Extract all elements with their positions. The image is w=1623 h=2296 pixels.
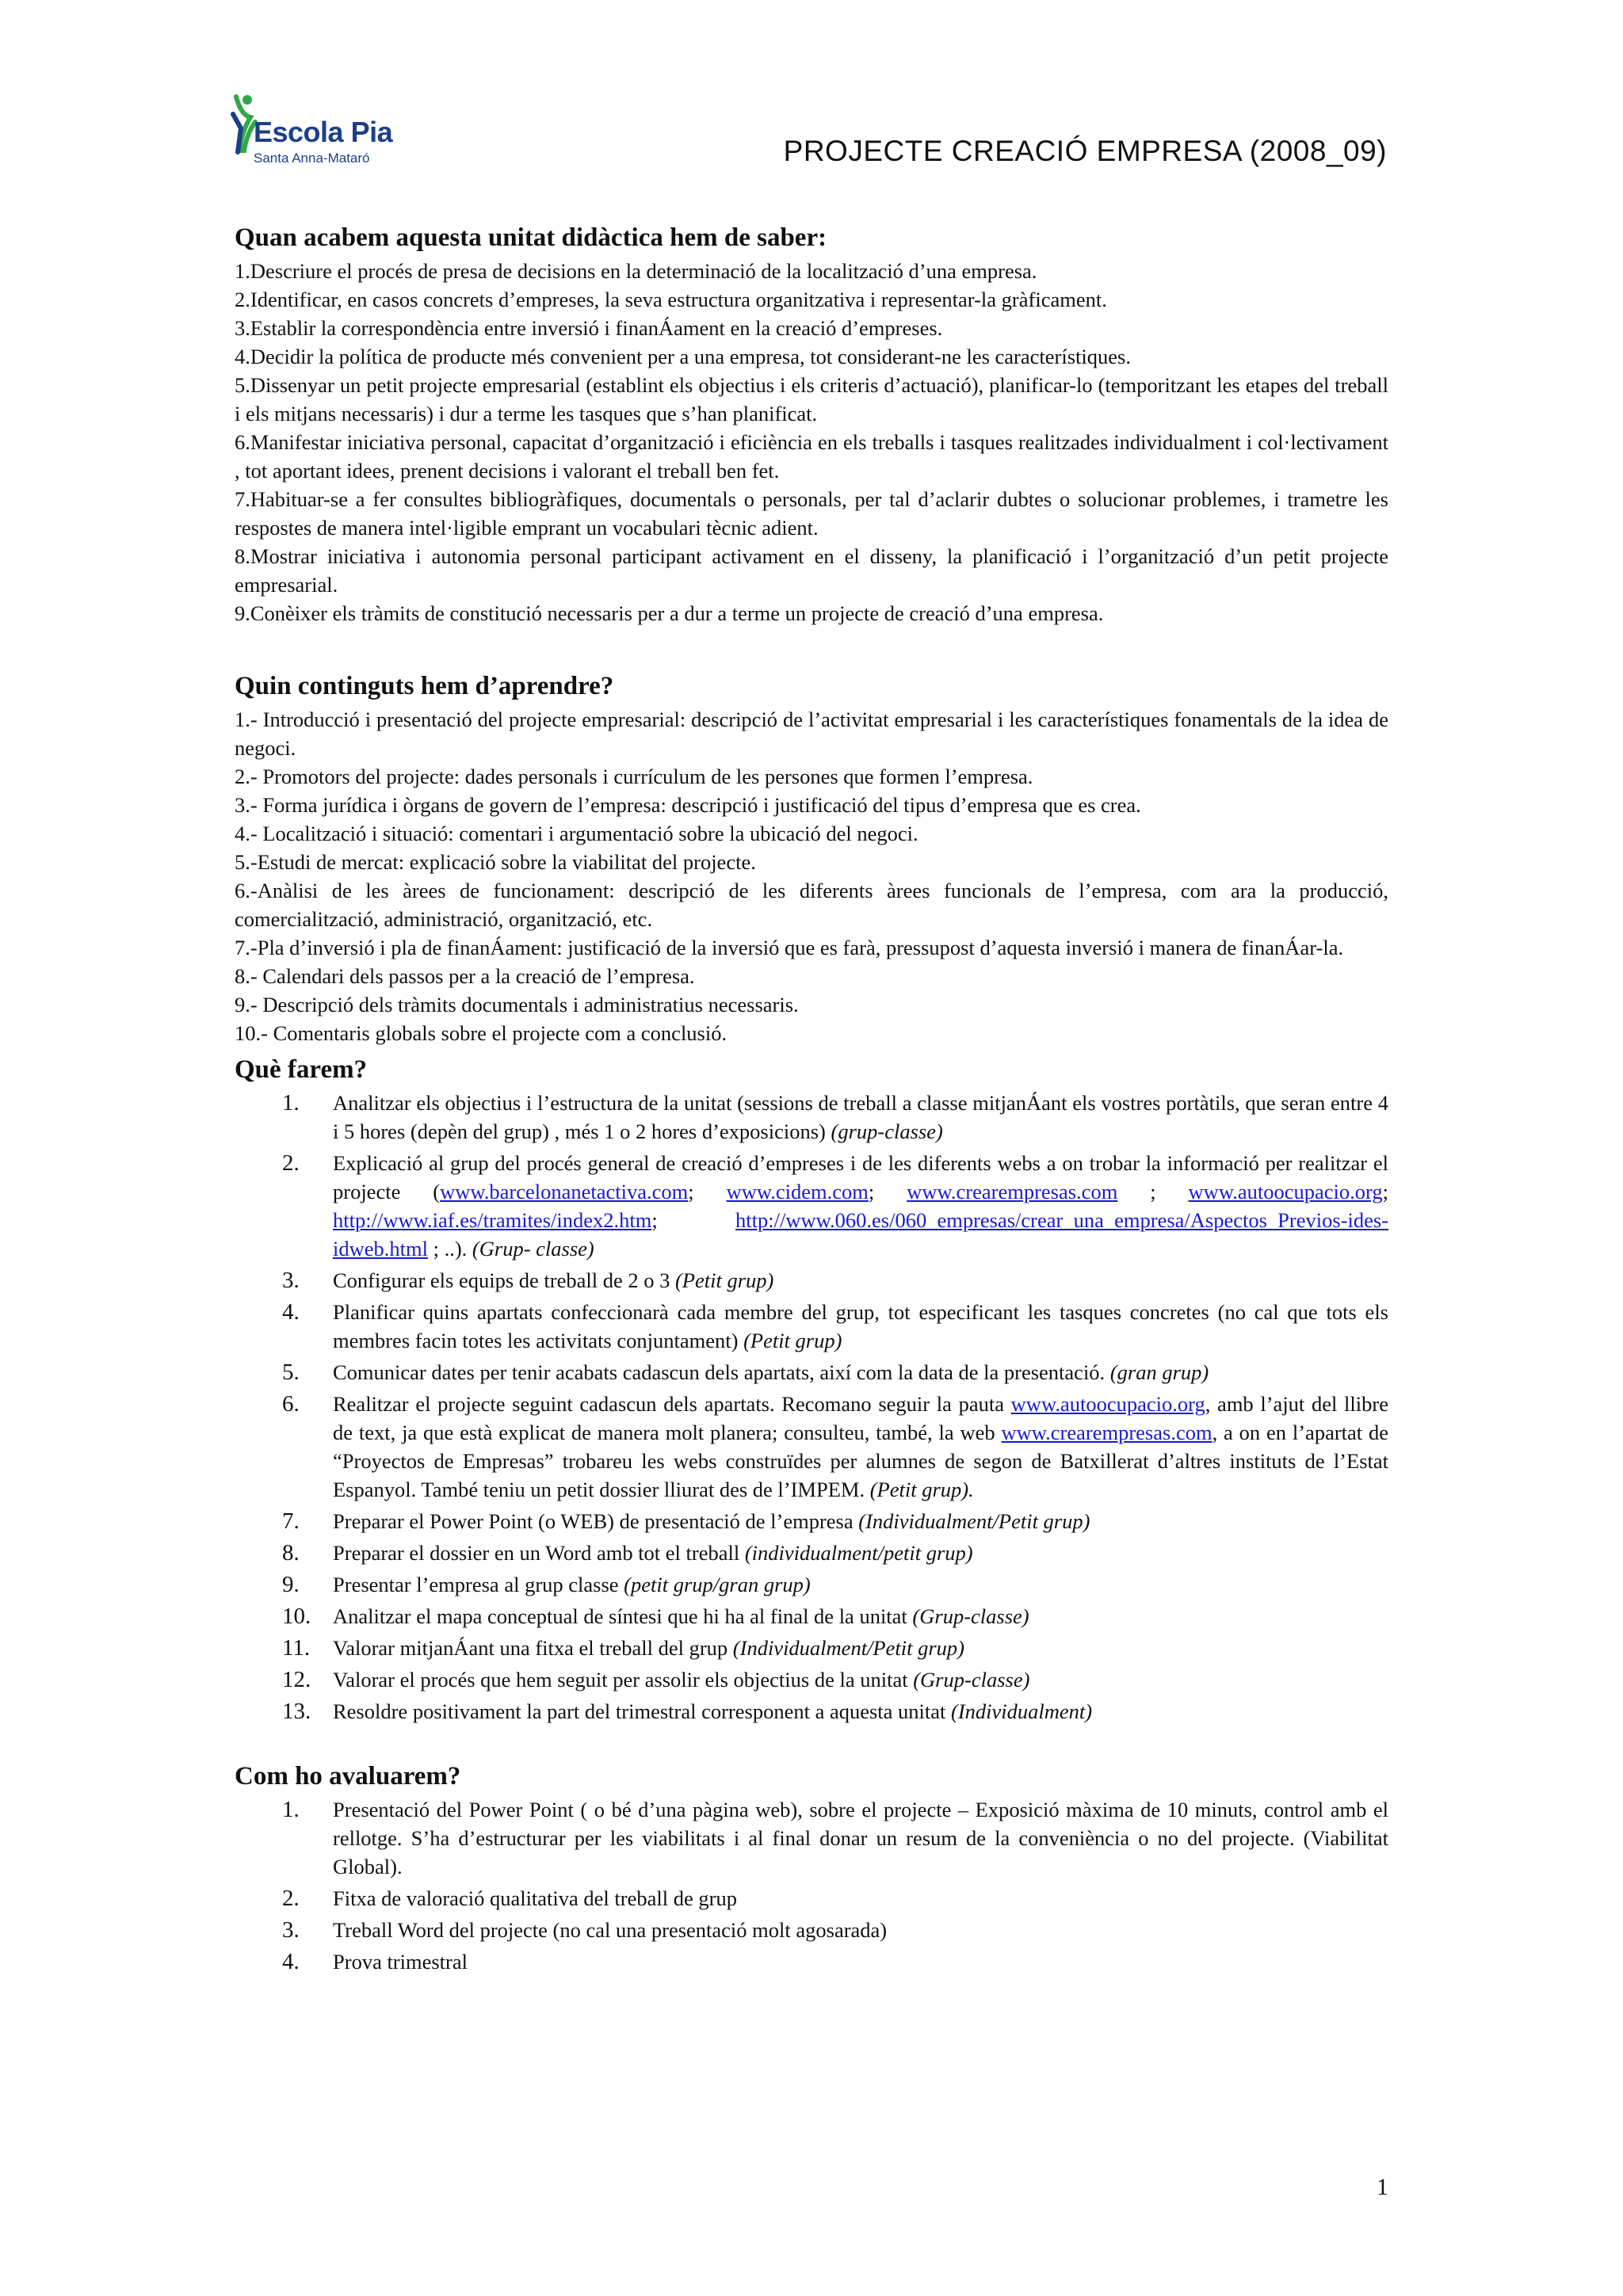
section-avaluarem bbox=[235, 1759, 1388, 1976]
item-text: Analitzar el mapa conceptual de síntesi que hi ha al final de la unitat bbox=[333, 1604, 907, 1628]
item-number: 3. bbox=[282, 1268, 300, 1293]
section-farem bbox=[235, 1052, 1388, 1726]
list-item bbox=[235, 1884, 1388, 1913]
list-item: 4.Decidir la política de producte més convenient per a una empresa, tot considerant-ne les característiques. bbox=[235, 345, 1131, 368]
list-item: 3.Establir la correspondència entre inversió i finanÁament en la creació d’empreses. bbox=[235, 316, 943, 340]
item-text: Treball Word del projecte (no cal una presentació molt agosarada) bbox=[333, 1918, 888, 1942]
item-text: Fitxa de valoració qualitativa del treball de grup bbox=[333, 1886, 737, 1910]
list-item bbox=[235, 1266, 1388, 1295]
link-crearempresas[interactable]: www.crearempresas.com bbox=[1001, 1421, 1212, 1444]
item-role: (Individualment/Petit grup) bbox=[858, 1509, 1090, 1533]
link-barcelonanetactiva[interactable]: www.barcelonanetactiva.com bbox=[440, 1180, 689, 1203]
logo-subtitle: Santa Anna-Mataró bbox=[254, 151, 370, 166]
item-number: 11. bbox=[282, 1635, 311, 1661]
list-item: 7.-Pla d’inversió i pla de finanÁament: justificació de la inversió que es farà, pressupost d’aquesta inversió i manera de finanÁar-la. bbox=[235, 936, 1344, 959]
list-item bbox=[235, 1602, 1388, 1630]
item-text: Valorar mitjanÁant una fitxa el treball del grup bbox=[333, 1636, 728, 1660]
list-item bbox=[235, 1916, 1388, 1944]
item-role: (Petit grup) bbox=[743, 1329, 842, 1352]
item-number: 12. bbox=[282, 1667, 311, 1692]
list-item: 1.- Introducció i presentació del projecte empresarial: descripció de l’activitat empresarial i les característiques fonamentals de la idea de negoci. bbox=[235, 707, 1388, 760]
item-number: 5. bbox=[282, 1360, 300, 1385]
item-text: Presentar l’empresa al grup classe bbox=[333, 1573, 619, 1596]
list-item: 5.Dissenyar un petit projecte empresarial (establint els objectius i els criteris d’actuació), planificar-lo (temporitzant les etapes del treball i els mitjans necessaris) i dur a terme les tasques que s’han planificat. bbox=[235, 373, 1388, 425]
list-item bbox=[235, 1665, 1388, 1694]
school-logo bbox=[230, 93, 420, 173]
section-continguts bbox=[235, 669, 1388, 1047]
item-text: Planificar quins apartats confeccionarà cada membre del grup, tot especificant les tasques concretes (no cal que tots els membres facin totes les activitats conjuntament) bbox=[333, 1300, 1388, 1352]
list-item: 8.Mostrar iniciativa i autonomia personal participant activament en el disseny, la planificació i l’organització d’un petit projecte empresarial. bbox=[235, 544, 1388, 597]
item-number: 9. bbox=[282, 1572, 300, 1597]
list-item: 2.- Promotors del projecte: dades personals i currículum de les persones que formen l’empresa. bbox=[235, 765, 1033, 788]
item-number: 2. bbox=[282, 1886, 300, 1911]
item-role: (Grup-classe) bbox=[912, 1604, 1029, 1628]
item-number: 13. bbox=[282, 1699, 311, 1724]
item-role: (petit grup/gran grup) bbox=[624, 1573, 811, 1596]
list-item bbox=[235, 1539, 1388, 1567]
list-item: 6.-Anàlisi de les àrees de funcionament: descripció de les diferents àrees funcionals de l’empresa, com ara la producció, comercialització, administració, organització, etc. bbox=[235, 879, 1388, 931]
item-number: 6. bbox=[282, 1391, 300, 1417]
document-title: PROJECTE CREACIÓ EMPRESA (2008_09) bbox=[783, 135, 1387, 167]
item-text: Prova trimestral bbox=[333, 1950, 468, 1974]
link-cidem[interactable]: www.cidem.com bbox=[726, 1180, 869, 1203]
link-autoocupacio[interactable]: www.autoocupacio.org bbox=[1188, 1180, 1383, 1203]
list-item: 8.- Calendari dels passos per a la creació de l’empresa. bbox=[235, 964, 695, 988]
item-number: 8. bbox=[282, 1540, 300, 1566]
list-item bbox=[235, 1947, 1388, 1976]
section-saber bbox=[235, 220, 1388, 627]
item-number: 4. bbox=[282, 1299, 300, 1325]
list-item: 1.Descriure el procés de presa de decisions en la determinació de la localització d’una empresa. bbox=[235, 259, 1037, 283]
list-item: 9.Conèixer els tràmits de constitució necessaris per a dur a terme un projecte de creació d’una empresa. bbox=[235, 601, 1104, 625]
item-text: Realitzar el projecte seguint cadascun dels apartats. Recomano seguir la pauta bbox=[333, 1392, 1011, 1416]
section-heading: Què farem? bbox=[235, 1055, 368, 1084]
item-text: Explicació al grup del procés general de creació d’empreses i de les diferents webs a on trobar la informació per realitzar el projecte ( bbox=[333, 1151, 1388, 1203]
link-060[interactable]: http://www.060.es/060_empresas/crear_una_empresa/Aspectos_Previos-ides-idweb.html bbox=[333, 1208, 1388, 1261]
list-item: 7.Habituar-se a fer consultes bibliogràfiques, documentals o personals, per tal d’aclarir dubtes o solucionar problemes, i trametre les respostes de manera intel·ligible emprant un vocabulari tècnic adient. bbox=[235, 487, 1388, 540]
item-number: 1. bbox=[282, 1090, 300, 1116]
item-role: (gran grup) bbox=[1109, 1360, 1209, 1384]
list-item: 2. Explicació al grup del procés general de creació d’empreses i de les diferents webs a on trobar la informació per realitzar el projecte (www.barcelonanetactiva.com; www.cidem.com; www.crearempresas.com ; www.autoocupacio.org; http://www.iaf.es/tramites/index2.htm; http://www.060.es/060_empresas/crear_una_empresa/Aspectos_Previos-ides-idweb.html ; ..). (Grup- classe) bbox=[282, 1150, 1388, 1261]
list-item bbox=[235, 1570, 1388, 1599]
list-item bbox=[235, 1697, 1388, 1726]
list-item bbox=[235, 1358, 1388, 1386]
list-item: 3.- Forma jurídica i òrgans de govern de l’empresa: descripció i justificació del tipus d’empresa que es crea. bbox=[235, 793, 1141, 817]
item-role: (Grup- classe) bbox=[472, 1237, 594, 1261]
list-item: 10.- Comentaris globals sobre el projecte com a conclusió. bbox=[235, 1021, 727, 1045]
item-text: Presentació del Power Point ( o bé d’una pàgina web), sobre el projecte – Exposició màxima de 10 minuts, control amb el rellotge. S’ha d’estructurar per les viabilitats i al final donar un resum de la conveniència o no del projecte. (Viabilitat Global). bbox=[333, 1798, 1388, 1878]
item-text: Comunicar dates per tenir acabats cadascun dels apartats, així com la data de la presentació. bbox=[333, 1360, 1106, 1384]
item-number: 2. bbox=[282, 1150, 300, 1176]
item-role: (grup-classe) bbox=[831, 1119, 943, 1143]
item-number: 1. bbox=[282, 1797, 300, 1822]
list-item: 5.-Estudi de mercat: explicació sobre la viabilitat del projecte. bbox=[235, 850, 756, 874]
logo-name: Escola Pia bbox=[254, 116, 393, 148]
document-body bbox=[235, 220, 1388, 1979]
item-role: (Individualment/Petit grup) bbox=[732, 1636, 964, 1660]
section-heading: Quin continguts hem d’aprendre? bbox=[235, 672, 614, 700]
item-text: Valorar el procés que hem seguit per assolir els objectius de la unitat bbox=[333, 1668, 908, 1691]
list-item: 2.Identificar, en casos concrets d’empreses, la seva estructura organitzativa i representar-la gràficament. bbox=[235, 288, 1107, 311]
item-text: Configurar els equips de treball de 2 o 3 bbox=[333, 1268, 670, 1292]
item-role: (Grup-classe) bbox=[913, 1668, 1030, 1691]
item-number: 3. bbox=[282, 1917, 300, 1943]
item-text: Preparar el dossier en un Word amb tot el treball bbox=[333, 1541, 740, 1565]
item-role: (Petit grup). bbox=[869, 1478, 974, 1501]
section-heading: Quan acabem aquesta unitat didàctica hem de saber: bbox=[235, 223, 827, 252]
list-item bbox=[235, 1089, 1388, 1146]
link-crearempresas[interactable]: www.crearempresas.com bbox=[907, 1180, 1118, 1203]
link-autoocupacio[interactable]: www.autoocupacio.org bbox=[1010, 1392, 1205, 1416]
list-item: 6.Manifestar iniciativa personal, capacitat d’organització i eficiència en els treballs i tasques realitzades individualment i col·lectivament , tot aportant idees, prenent decisions i valorant el treball ben fet. bbox=[235, 430, 1388, 482]
list-item: 6. Realitzar el projecte seguint cadascun dels apartats. Recomano seguir la pauta www.autoocupacio.org, amb l’ajut del llibre de text, ja que està explicat de manera molt planera; consulteu, també, la web www.crearempresas.com, a on en l’apartat de “Proyectos de Empresas” trobareu les webs construïdes per alumnes de segon de Batxillerat d’altres instituts de l’Estat Espanyol. També teniu un petit dossier lliurat des de l’IMPEM. (Petit grup). bbox=[282, 1391, 1389, 1501]
item-text: Preparar el Power Point (o WEB) de presentació de l’empresa bbox=[333, 1509, 854, 1533]
page-number: 1 bbox=[1377, 2174, 1388, 2200]
item-role: (individualment/petit grup) bbox=[744, 1541, 973, 1565]
list-item: 9.- Descripció dels tràmits documentals i administratius necessaris. bbox=[235, 993, 799, 1016]
item-number: 10. bbox=[282, 1604, 311, 1629]
list-item: 4.- Localització i situació: comentari i argumentació sobre la ubicació del negoci. bbox=[235, 822, 918, 845]
item-role: (Individualment) bbox=[951, 1699, 1093, 1723]
list-item bbox=[235, 1298, 1388, 1355]
link-iaf[interactable]: http://www.iaf.es/tramites/index2.htm bbox=[333, 1208, 652, 1232]
item-text: Resoldre positivament la part del trimestral corresponent a aquesta unitat bbox=[333, 1699, 946, 1723]
list-item bbox=[235, 1507, 1388, 1535]
section-heading: Com ho avaluarem? bbox=[235, 1762, 461, 1791]
item-text: Analitzar els objectius i l’estructura de la unitat (sessions de treball a classe mitjanÁant els vostres portàtils, que seran entre 4 i 5 hores (depèn del grup) , més 1 o 2 hores d’exposicions) bbox=[333, 1091, 1388, 1143]
item-number: 7. bbox=[282, 1508, 300, 1534]
list-item bbox=[235, 1634, 1388, 1662]
item-number: 4. bbox=[282, 1949, 300, 1974]
item-role: (Petit grup) bbox=[674, 1268, 774, 1292]
list-item bbox=[235, 1795, 1388, 1881]
